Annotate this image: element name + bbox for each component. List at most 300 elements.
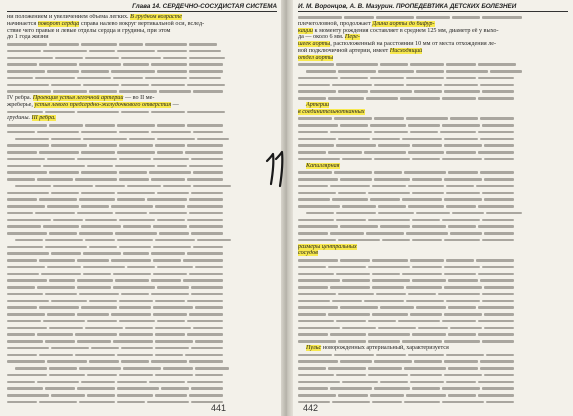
illegible-word xyxy=(155,394,187,396)
illegible-word xyxy=(113,77,143,79)
illegible-word xyxy=(55,57,83,59)
illegible-word xyxy=(338,138,370,140)
illegible-line xyxy=(7,352,277,359)
illegible-word xyxy=(117,50,155,52)
text-line xyxy=(7,372,277,379)
illegible-word xyxy=(39,198,77,200)
illegible-word xyxy=(189,77,221,79)
text-line xyxy=(7,82,277,89)
illegible-word xyxy=(155,347,189,349)
illegible-word xyxy=(442,320,476,322)
illegible-word xyxy=(117,151,155,153)
text-line xyxy=(298,291,568,298)
illegible-word xyxy=(382,239,410,241)
illegible-word xyxy=(53,185,93,187)
illegible-line xyxy=(7,385,277,392)
text-line xyxy=(298,210,568,217)
book-gutter xyxy=(281,0,293,416)
illegible-word xyxy=(378,327,416,329)
illegible-word xyxy=(39,151,79,153)
illegible-word xyxy=(446,77,476,79)
illegible-line xyxy=(298,379,568,386)
illegible-word xyxy=(185,354,223,356)
illegible-word xyxy=(376,354,406,356)
illegible-word xyxy=(37,381,79,383)
illegible-word xyxy=(155,300,185,302)
illegible-word xyxy=(81,192,115,194)
highlighted-phrase: Пульс xyxy=(306,344,322,351)
illegible-word xyxy=(374,387,410,389)
illegible-word xyxy=(53,90,87,92)
illegible-word xyxy=(121,57,161,59)
illegible-word xyxy=(442,219,480,221)
illegible-word xyxy=(298,232,328,234)
illegible-word xyxy=(189,313,223,315)
illegible-word xyxy=(338,90,368,92)
illegible-word xyxy=(189,394,223,396)
text-line xyxy=(7,75,277,82)
illegible-word xyxy=(452,212,484,214)
illegible-word xyxy=(446,354,484,356)
illegible-word xyxy=(410,381,444,383)
text-line xyxy=(298,217,568,224)
illegible-word xyxy=(37,333,73,335)
illegible-word xyxy=(191,286,223,288)
text-line xyxy=(7,34,277,41)
illegible-line xyxy=(298,203,568,210)
illegible-word xyxy=(157,50,187,52)
illegible-word xyxy=(480,367,514,369)
illegible-word xyxy=(298,259,338,261)
text-line xyxy=(7,385,277,392)
illegible-word xyxy=(298,158,340,160)
illegible-word xyxy=(368,367,402,369)
illegible-word xyxy=(486,401,514,403)
illegible-word xyxy=(37,131,79,133)
illegible-line xyxy=(7,244,277,251)
highlighted-phrase: шеек аорты xyxy=(298,41,331,47)
illegible-word xyxy=(298,178,338,180)
illegible-word xyxy=(87,320,117,322)
text-line xyxy=(7,169,277,176)
illegible-word xyxy=(149,212,187,214)
illegible-word xyxy=(163,185,191,187)
illegible-word xyxy=(410,374,442,376)
illegible-word xyxy=(111,313,151,315)
illegible-word xyxy=(372,138,400,140)
illegible-word xyxy=(478,394,514,396)
illegible-word xyxy=(408,124,440,126)
illegible-word xyxy=(7,178,35,180)
illegible-word xyxy=(7,90,51,92)
illegible-word xyxy=(412,158,440,160)
text-line xyxy=(7,244,277,251)
illegible-line xyxy=(7,136,277,143)
illegible-word xyxy=(113,286,155,288)
text-line xyxy=(7,331,277,338)
text-line xyxy=(298,223,568,230)
text-line xyxy=(298,169,568,176)
illegible-word xyxy=(153,306,193,308)
illegible-word xyxy=(486,212,522,214)
illegible-word xyxy=(79,198,115,200)
illegible-word xyxy=(418,327,448,329)
illegible-word xyxy=(39,306,79,308)
illegible-word xyxy=(151,63,187,65)
text-line xyxy=(7,95,277,102)
illegible-word xyxy=(187,111,225,113)
illegible-word xyxy=(149,171,191,173)
text-line xyxy=(298,325,568,332)
text-line xyxy=(298,304,568,311)
illegible-word xyxy=(298,151,326,153)
text-line xyxy=(298,82,568,89)
text-line xyxy=(298,385,568,392)
illegible-word xyxy=(408,185,444,187)
highlighted-phrase: в соединительнотканных xyxy=(298,108,365,115)
illegible-line xyxy=(7,142,277,149)
illegible-word xyxy=(378,205,406,207)
illegible-word xyxy=(402,138,442,140)
illegible-word xyxy=(51,138,81,140)
illegible-line xyxy=(7,75,277,82)
illegible-word xyxy=(298,198,330,200)
illegible-word xyxy=(53,219,83,221)
illegible-word xyxy=(298,306,338,308)
text-line xyxy=(7,338,277,345)
illegible-word xyxy=(7,374,47,376)
illegible-word xyxy=(7,300,49,302)
illegible-word xyxy=(482,124,514,126)
illegible-word xyxy=(450,232,482,234)
illegible-line xyxy=(298,291,568,298)
illegible-line xyxy=(298,14,568,21)
illegible-word xyxy=(482,192,514,194)
illegible-word xyxy=(446,259,474,261)
illegible-line xyxy=(7,331,277,338)
illegible-line xyxy=(7,250,277,257)
illegible-line xyxy=(298,298,568,305)
illegible-word xyxy=(189,165,223,167)
illegible-word xyxy=(39,259,75,261)
illegible-word xyxy=(340,259,370,261)
illegible-word xyxy=(7,158,45,160)
illegible-line xyxy=(298,257,568,264)
illegible-word xyxy=(484,327,514,329)
illegible-word xyxy=(191,347,223,349)
illegible-word xyxy=(478,131,514,133)
illegible-word xyxy=(334,117,372,119)
text-run: к моменту рождения составляет в среднем 125 мм, диаметр её у выхо- xyxy=(313,27,499,34)
illegible-word xyxy=(153,273,187,275)
text-line xyxy=(7,176,277,183)
illegible-line xyxy=(7,379,277,386)
illegible-word xyxy=(330,131,372,133)
illegible-word xyxy=(446,151,476,153)
illegible-word xyxy=(338,293,374,295)
illegible-word xyxy=(408,205,444,207)
illegible-word xyxy=(49,124,83,126)
illegible-word xyxy=(442,158,482,160)
illegible-line xyxy=(7,318,277,325)
text-line xyxy=(7,250,277,257)
highlighted-phrase: III ребра. xyxy=(31,115,56,122)
illegible-word xyxy=(342,205,376,207)
illegible-line xyxy=(298,352,568,359)
illegible-word xyxy=(370,124,406,126)
illegible-word xyxy=(404,367,446,369)
illegible-word xyxy=(45,340,75,342)
illegible-word xyxy=(81,151,115,153)
illegible-word xyxy=(155,205,185,207)
illegible-word xyxy=(482,266,514,268)
illegible-word xyxy=(444,90,480,92)
illegible-word xyxy=(364,300,404,302)
illegible-word xyxy=(298,327,340,329)
illegible-word xyxy=(484,158,514,160)
illegible-word xyxy=(412,239,442,241)
illegible-word xyxy=(49,367,77,369)
illegible-word xyxy=(7,401,37,403)
illegible-word xyxy=(406,77,444,79)
illegible-line xyxy=(7,365,277,372)
illegible-line xyxy=(298,149,568,156)
text-line xyxy=(298,318,568,325)
text-line xyxy=(7,304,277,311)
illegible-word xyxy=(442,401,484,403)
illegible-word xyxy=(77,387,115,389)
illegible-word xyxy=(444,266,480,268)
illegible-word xyxy=(49,327,83,329)
illegible-word xyxy=(368,333,410,335)
illegible-word xyxy=(298,286,328,288)
illegible-word xyxy=(7,246,43,248)
illegible-word xyxy=(119,306,151,308)
illegible-word xyxy=(189,225,223,227)
illegible-word xyxy=(89,144,117,146)
text-line xyxy=(7,28,277,35)
illegible-word xyxy=(111,70,155,72)
illegible-word xyxy=(153,246,191,248)
illegible-line xyxy=(7,358,277,365)
illegible-word xyxy=(7,63,37,65)
illegible-word xyxy=(87,374,117,376)
illegible-word xyxy=(298,300,330,302)
illegible-word xyxy=(193,327,223,329)
text-line xyxy=(7,149,277,156)
illegible-word xyxy=(402,340,442,342)
illegible-word xyxy=(328,97,364,99)
illegible-word xyxy=(442,97,476,99)
illegible-line xyxy=(298,122,568,129)
illegible-word xyxy=(372,313,408,315)
illegible-line xyxy=(298,271,568,278)
illegible-word xyxy=(157,124,185,126)
illegible-word xyxy=(482,239,514,241)
illegible-word xyxy=(47,266,81,268)
illegible-word xyxy=(81,43,117,45)
illegible-word xyxy=(328,313,370,315)
illegible-word xyxy=(121,84,149,86)
illegible-line xyxy=(298,68,568,75)
illegible-word xyxy=(298,16,342,18)
illegible-line xyxy=(7,183,277,190)
illegible-word xyxy=(332,198,368,200)
illegible-word xyxy=(298,381,340,383)
illegible-word xyxy=(370,198,400,200)
illegible-word xyxy=(7,70,45,72)
illegible-word xyxy=(117,198,145,200)
text-line xyxy=(298,257,568,264)
illegible-word xyxy=(121,347,153,349)
text-line xyxy=(7,68,277,75)
illegible-line xyxy=(298,358,568,365)
illegible-word xyxy=(372,259,408,261)
illegible-word xyxy=(416,212,450,214)
illegible-word xyxy=(195,374,223,376)
text-line xyxy=(7,365,277,372)
illegible-word xyxy=(129,138,155,140)
illegible-word xyxy=(189,360,223,362)
text-line xyxy=(298,379,568,386)
illegible-word xyxy=(342,158,372,160)
illegible-line xyxy=(298,61,568,68)
illegible-word xyxy=(15,367,47,369)
illegible-word xyxy=(151,131,191,133)
illegible-word xyxy=(77,340,111,342)
illegible-line xyxy=(7,399,277,406)
illegible-word xyxy=(342,327,376,329)
illegible-word xyxy=(338,70,376,72)
illegible-word xyxy=(340,360,372,362)
text-line xyxy=(7,217,277,224)
illegible-word xyxy=(340,178,372,180)
text-line xyxy=(7,210,277,217)
illegible-word xyxy=(298,313,326,315)
illegible-word xyxy=(298,77,338,79)
highlighted-phrase: Пере- xyxy=(344,34,360,41)
illegible-word xyxy=(374,158,410,160)
illegible-word xyxy=(446,381,476,383)
illegible-word xyxy=(306,70,336,72)
illegible-word xyxy=(155,354,183,356)
illegible-line xyxy=(7,311,277,318)
illegible-line xyxy=(7,55,277,62)
illegible-word xyxy=(480,84,514,86)
illegible-word xyxy=(119,320,155,322)
illegible-line xyxy=(298,372,568,379)
illegible-word xyxy=(412,144,442,146)
illegible-word xyxy=(478,205,514,207)
illegible-word xyxy=(298,279,340,281)
illegible-word xyxy=(7,212,33,214)
illegible-word xyxy=(484,374,514,376)
illegible-word xyxy=(157,70,187,72)
right-page xyxy=(293,0,573,416)
illegible-word xyxy=(153,225,187,227)
illegible-word xyxy=(7,151,37,153)
highlighted-phrase: кации xyxy=(298,27,314,34)
illegible-line xyxy=(298,136,568,143)
illegible-word xyxy=(81,205,109,207)
illegible-word xyxy=(149,381,185,383)
illegible-line xyxy=(298,176,568,183)
illegible-line xyxy=(7,82,277,89)
illegible-word xyxy=(336,63,378,65)
illegible-word xyxy=(189,57,225,59)
illegible-word xyxy=(49,232,77,234)
illegible-word xyxy=(83,138,127,140)
illegible-word xyxy=(364,151,406,153)
illegible-word xyxy=(378,70,414,72)
illegible-word xyxy=(79,63,121,65)
illegible-word xyxy=(416,16,450,18)
illegible-word xyxy=(298,367,326,369)
illegible-word xyxy=(7,131,35,133)
illegible-word xyxy=(115,165,155,167)
illegible-line xyxy=(298,399,568,406)
illegible-word xyxy=(189,273,223,275)
text-line xyxy=(298,156,568,163)
illegible-word xyxy=(406,394,446,396)
illegible-line xyxy=(7,41,277,48)
text-line xyxy=(298,237,568,244)
text-line xyxy=(7,163,277,170)
text-run: грудины. xyxy=(7,115,32,122)
illegible-word xyxy=(448,394,476,396)
handwritten-mark-icon xyxy=(265,148,291,190)
illegible-word xyxy=(416,70,444,72)
illegible-word xyxy=(195,266,223,268)
text-line xyxy=(298,331,568,338)
illegible-word xyxy=(478,77,514,79)
illegible-word xyxy=(7,333,35,335)
illegible-line xyxy=(298,338,568,345)
illegible-word xyxy=(338,340,366,342)
illegible-word xyxy=(121,360,149,362)
text-line xyxy=(298,230,568,237)
illegible-word xyxy=(374,84,404,86)
illegible-word xyxy=(414,90,442,92)
illegible-word xyxy=(193,171,223,173)
illegible-line xyxy=(298,95,568,102)
illegible-word xyxy=(408,293,436,295)
highlighted-phrase: Нисходящий xyxy=(389,47,423,54)
illegible-word xyxy=(338,394,368,396)
illegible-word xyxy=(117,401,145,403)
text-line xyxy=(7,55,277,62)
illegible-word xyxy=(47,360,87,362)
illegible-line xyxy=(7,325,277,332)
illegible-word xyxy=(450,117,478,119)
illegible-word xyxy=(482,387,514,389)
illegible-word xyxy=(49,43,79,45)
illegible-word xyxy=(336,273,370,275)
illegible-word xyxy=(336,212,376,214)
illegible-word xyxy=(412,387,440,389)
illegible-word xyxy=(43,320,85,322)
illegible-word xyxy=(191,158,223,160)
illegible-word xyxy=(77,212,113,214)
text-line xyxy=(298,298,568,305)
illegible-word xyxy=(47,205,79,207)
illegible-line xyxy=(298,82,568,89)
text-line xyxy=(7,291,277,298)
highlighted-phrase: Проекция устья легочной артерии xyxy=(32,95,124,101)
highlighted-phrase: размеры центральных xyxy=(298,243,357,250)
text-line xyxy=(7,190,277,197)
illegible-word xyxy=(77,259,109,261)
